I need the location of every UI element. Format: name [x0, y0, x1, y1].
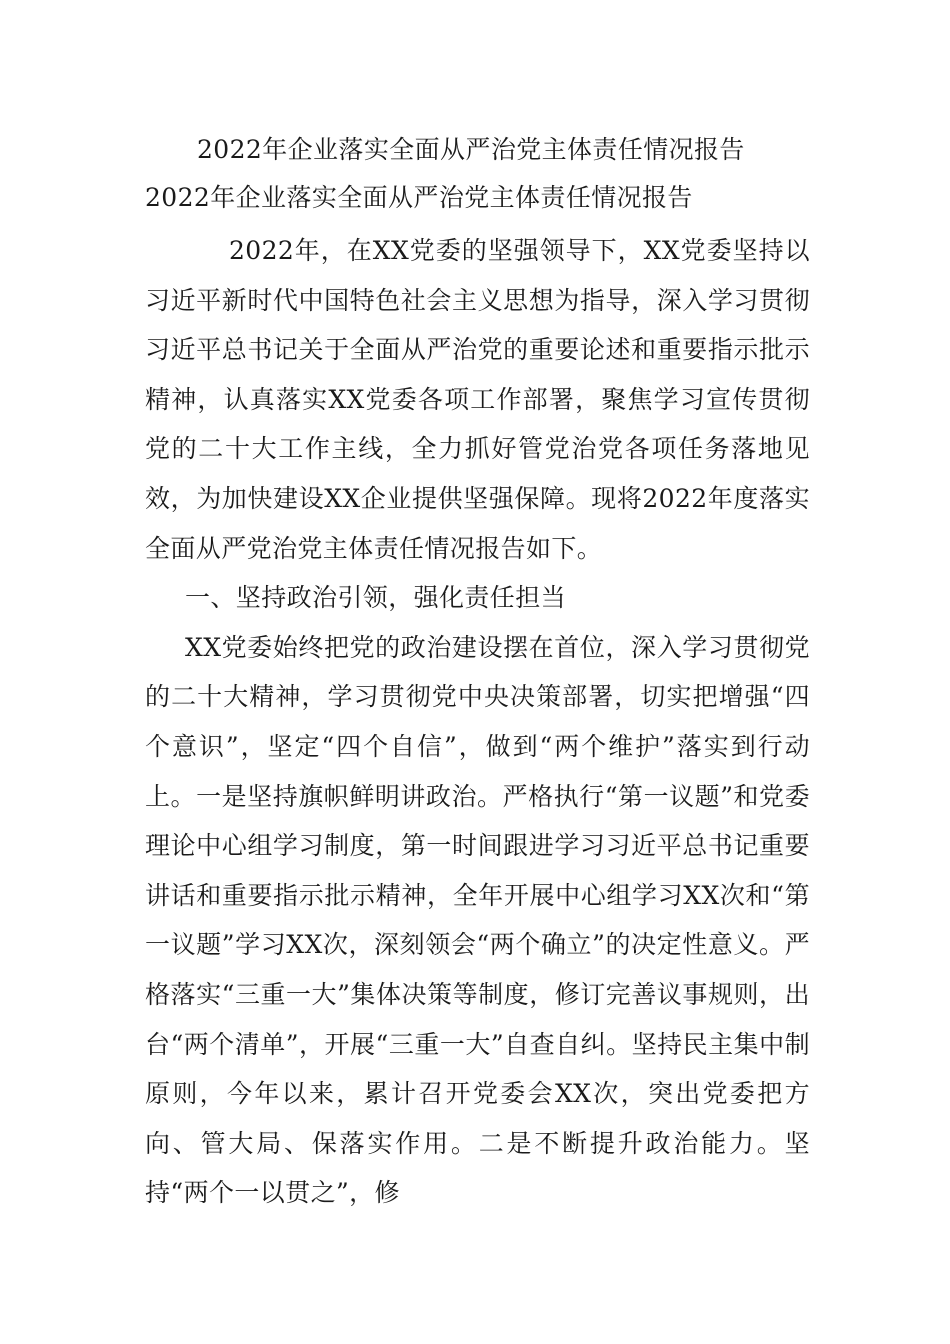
document-subtitle: 2022年企业落实全面从严治党主体责任情况报告	[145, 183, 693, 212]
document-title: 2022年企业落实全面从严治党主体责任情况报告	[197, 135, 745, 164]
document-body	[145, 126, 810, 1218]
intro-paragraph: 2022年，在XX党委的坚强领导下，XX党委坚持以习近平新时代中国特色社会主义思想为指导，深入学习贯彻习近平总书记关于全面从严治党的重要论述和重要指示批示精神，认真落实XX党委各项工作部署，聚焦学习宣传贯彻党的二十大工作主线，全力抓好管党治党各项任务落地见效，为加快建设XX企业提供坚强保障。现将2022年度落实全面从严党治党主体责任情况报告如下。	[145, 236, 810, 563]
section-1-heading: 一、坚持政治引领，强化责任担当	[185, 583, 567, 613]
section-1-paragraph: XX党委始终把党的政治建设摆在首位，深入学习贯彻党的二十大精神，学习贯彻党中央决策部署，切实把增强“四个意识”，坚定“四个自信”，做到“两个维护”落实到行动上。一是坚持旗帜鲜明讲政治。严格执行“第一议题”和党委理论中心组学习制度，第一时间跟进学习习近平总书记重要讲话和重要指示批示精神，全年开展中心组学习XX次和“第一议题”学习XX次，深刻领会“两个确立”的决定性意义。严格落实“三重一大”集体决策等制度，修订完善议事规则，出台“两个清单”，开展“三重一大”自查自纠。坚持民主集中制原则，今年以来，累计召开党委会XX次，突出党委把方向、管大局、保落实作用。二是不断提升政治能力。坚持“两个一以贯之”，修	[145, 632, 810, 1208]
